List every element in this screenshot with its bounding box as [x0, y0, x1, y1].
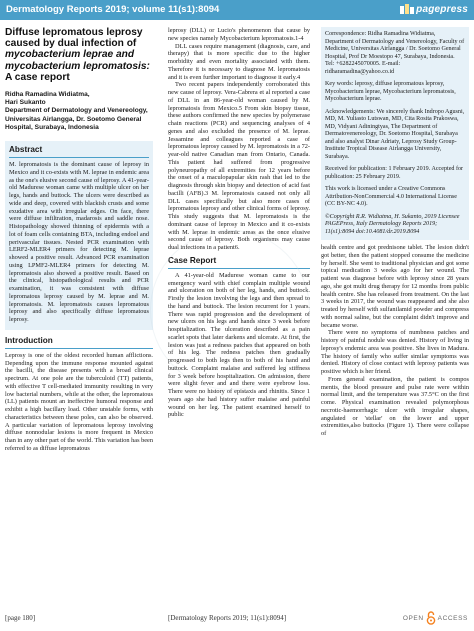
abstract-heading: Abstract: [9, 145, 149, 158]
correspondence-text: Correspondence: Ridha Ramadina Widiatma, Department of Dermatology and Venereology, Faculty of Medicine, Universitas Airlangga / Dr. Soetomo General Hospital, Prof Dr Moestopo 47, Surabaya, Indonesia. Tel: +6282245070005. E-mail: ridharamadina@yahoo.co.id: [325, 31, 465, 75]
abstract-box: [5, 141, 153, 330]
open-access-label-right: ACCESS: [437, 614, 468, 622]
article-title: [5, 27, 153, 83]
received-text: Received for publication: 1 February 2019. Accepted for publication: 25 February 2019.: [325, 166, 464, 180]
case-report-section: [168, 256, 310, 419]
title-line: mycobacterium leprae and: [5, 49, 135, 61]
page-number: [page 180]: [5, 614, 36, 622]
body-paragraph: From general examination, the patient is compos mentis, the blood pressure and pulse rate were within normal limit, and the temperature was 37.5°C on the first come. Physical examination revealed polymorphous necrotic-haemorrhagic ulcer with irregular shapes, angulated or 'stellar' on the lower and upper extremities,also buttocks (Figure 1). There were collapse of: [321, 375, 469, 437]
body-paragraph: Two recent papers independently corroborated this new cause of leprosy. Vera-Cabrera et al reported a case of DLL in an 86-year-old woman caused by M. lepromatosis from Mexico.5 From skin biopsy tissue, these authors confirmed the new species by polymerase chain reactions (PCR) and sequencing analyses of 4 genes and also excluded the presence of M. leprae. Jessamine and colleagues reported a case of lepromatous leprosy caused by M. lepromatosis in a 72-year-old native Canadian man from Ontario, Canada. This patient had suffered from progressive polyneuropathy of all extremities for 12 years before the onset of a maculopapular skin rash that led to the diagnosis through skin biopsy and detection of acid fast bacilli (AFB).3 M. lepromatosis caused not only all DLL cases specifically but also more cases of lepromatous leprosy and other clinical forms of leprosy. This study suggests that M. lepromatosis is the dominant cause of leprosy in Mexico and it co-exists with M. leprae in endemic areas as the once elusive second cause of leprosy. Both organisms may cause dual infections in a patient6.: [168, 81, 310, 251]
body-paragraph: health centre and got prednisone tablet. The lesion didn't got better, then the patient stopped consume the medicine by herself. She went to traditional physician and got some topical medication 3 weeks ago for her wound. The patient was diagnose before with leprosy since 28 years ago, she got multi drug therapy for 12 months from public health centre. She has released from treatment. On the last 3 weeks in 2017, the wound was reappeared and she also treated by herself with sulfanilamid powder and compress with normal saline, but the complaint didn't improve and became worse.: [321, 244, 469, 329]
page-footer: [0, 609, 474, 631]
open-access-label-left: OPEN: [402, 614, 424, 622]
footer-journal-citation: [Dermatology Reports 2019; 11(s1):8094]: [168, 614, 287, 622]
author-list: [5, 91, 153, 107]
author-affiliation: Department of Dermatology and Venereology, Universitas Airlangga, Dr. Soetomo General Hospital, Surabaya, Indonesia: [5, 107, 148, 131]
body-paragraph: There were no symptoms of numbness patches and history of painful nodule was denied. History of living in leprosy's endemic area was positive. She lives in Madura. The history of family who suffer similar symptoms was denied. History of close contact with leprosy patients was positive which is her friend.: [321, 329, 469, 375]
keywords-text: Key words: leprosy, diffuse lepromatous leprosy, Mycobacterium leprae, Mycobacterium lepromatosis, Mycobacterium leprae.: [325, 81, 456, 102]
title-line: Diffuse lepromatous leprosy: [5, 27, 143, 38]
body-paragraph: leprosy (DLL) or Lucio's phenomenon that cause by new species namely Mycobacterium lepromatosis.1-4: [168, 27, 310, 42]
open-access-lock-icon: [426, 611, 436, 625]
journal-header-bar: [0, 0, 474, 20]
introduction-heading: Introduction: [5, 336, 153, 349]
case-report-text: A 41-year-old Madurese woman came to our emergency ward with chief complain multiple wound and ulceration on both of her leg, hands, and buttock. Firstly the lesion involving the legs and then spread to the hand and buttock. The lesion recurrent for 1 years. There was rapid progression and the development of new ulcers on his legs and hands since 3 week before hospitalization. The ulceration described as a pain scarlet spots that later darkens and ulcerate. At first, the lesion was just a redness patches that appeared on both of his leg. The redness patches then gradually progressed to both legs then to both of his hand and buttock. Complaint malaise and suffered leg stiffness for 3 week before hospitalization. On admission, there were slight fever and and there were eyebrow loss. There were no history of epistaxis and rhinitis. Since 1 years ago she had history suffer malaise and painful wound on her leg. The patient examined herself to public: [168, 271, 310, 419]
license-text: This work is licensed under a Creative Commons Attribution-NonCommercial 4.0 International License (CC BY-NC 4.0).: [325, 186, 457, 207]
journal-header-text: Dermatology Reports 2019; volume 11(s1):8094: [6, 4, 220, 15]
publisher-logo-icon: [400, 4, 414, 16]
introduction-section: [5, 336, 153, 453]
author-line: Hari Sukanto: [5, 99, 46, 107]
publisher-logo-text: pagepress: [416, 4, 468, 15]
copyright-text: ©Copyright R.R. Widiatma, H. Sukanto, 2019 Licensee PAGEPress, Italy Dermatology Reports 2019; 11(s1):8094 doi:10.4081/dr.2019.8094: [325, 213, 460, 235]
author-line: Ridha Ramadina Widiatma,: [5, 91, 90, 99]
title-line: A case report: [5, 71, 70, 83]
middle-column: [168, 27, 310, 419]
title-line: mycobacterium lepromatosis:: [5, 60, 150, 72]
open-access-badge: [403, 611, 468, 625]
body-paragraph: DLL cases require management (diagnosis, care, and therapy) that is more specific due to the higher morbidity and even mortality associated with them. Therefore it is necessary to diagnose M. lepromatosis and it is even further important to diagnose it early.4: [168, 42, 310, 81]
right-body-text: [321, 244, 469, 438]
publisher-logo: [400, 3, 468, 17]
acknowledgements-text: Acknowledgements: We sincerely thank Indropo Agusni, MD, M. Yuliasto Lutswan, MD, Cita Rosita Prakoswa, MD, Vidyani Adiningtyas, The Department of Dermatovenereology, Dr. Soetomo Hospital, Surabaya and also analyst Dinar Adriaty, Leprosy Study Group-Institute Tropical Disease Airlangga University, Surabaya.: [325, 108, 465, 160]
right-column: [321, 27, 469, 438]
article-info-box: [321, 27, 469, 240]
case-report-heading: Case Report: [168, 256, 310, 269]
title-line: caused by dual infection of: [5, 38, 137, 50]
left-column: [5, 27, 153, 453]
abstract-text: M. lepromatosis is the dominant cause of leprosy in Mexico and it co-exists with M. leprae in endemic area as the one's elusive second cause of leprosy. A 41-year-old Madurese woman came with multiple ulcer on her legs, hands and buttock. The ulcers were described as wide and deep, covered with blackish crusts and some exudative area with irregular edges. On face, there were diffuse infiltration, madarosis and saddle nose. Histopathology showed thinning of epidermis with a lot of foam cells containing BTA, including endoel and perivascular tissues. Nested PCR examination with LERF2-MLER4 primers for detecting M. leprae showed a positive result. Advanced PCR examination using LPMF2-MLER4 primers for detecting M. lepromatosis also showed a positive result. Based on the clinical, histopathological results and PCR examination, it was consistent with diffuse lepromatous leprosy caused by M. leprae and M. lepromatosis. M. lepromatosis causes lepromatous leprosy and also specifically diffuse lepromatous leprosy.: [9, 161, 149, 324]
introduction-text: Leprosy is one of the oldest recorded human afflictions. Depending upon the immune response mounted against the bacilli, the disease presents with a broad clinical spectrum. At one pole are the tuberculoid (TT) patients, with effective T cell-mediated immunity resulting in very low bacterial numbers, while at the other, the lepromatous (LL) patients mount an ineffective humoral response and exhibit a high bacillary load. Other unstable forms, with characteristics between these poles, can also be observed. A particular variation of lepromatous leprosy involving diffuse nonnodular lesions is more frequent in Mexico than in any other part of the world. This variation has been referred to as diffuse lepromatous: [5, 351, 153, 452]
